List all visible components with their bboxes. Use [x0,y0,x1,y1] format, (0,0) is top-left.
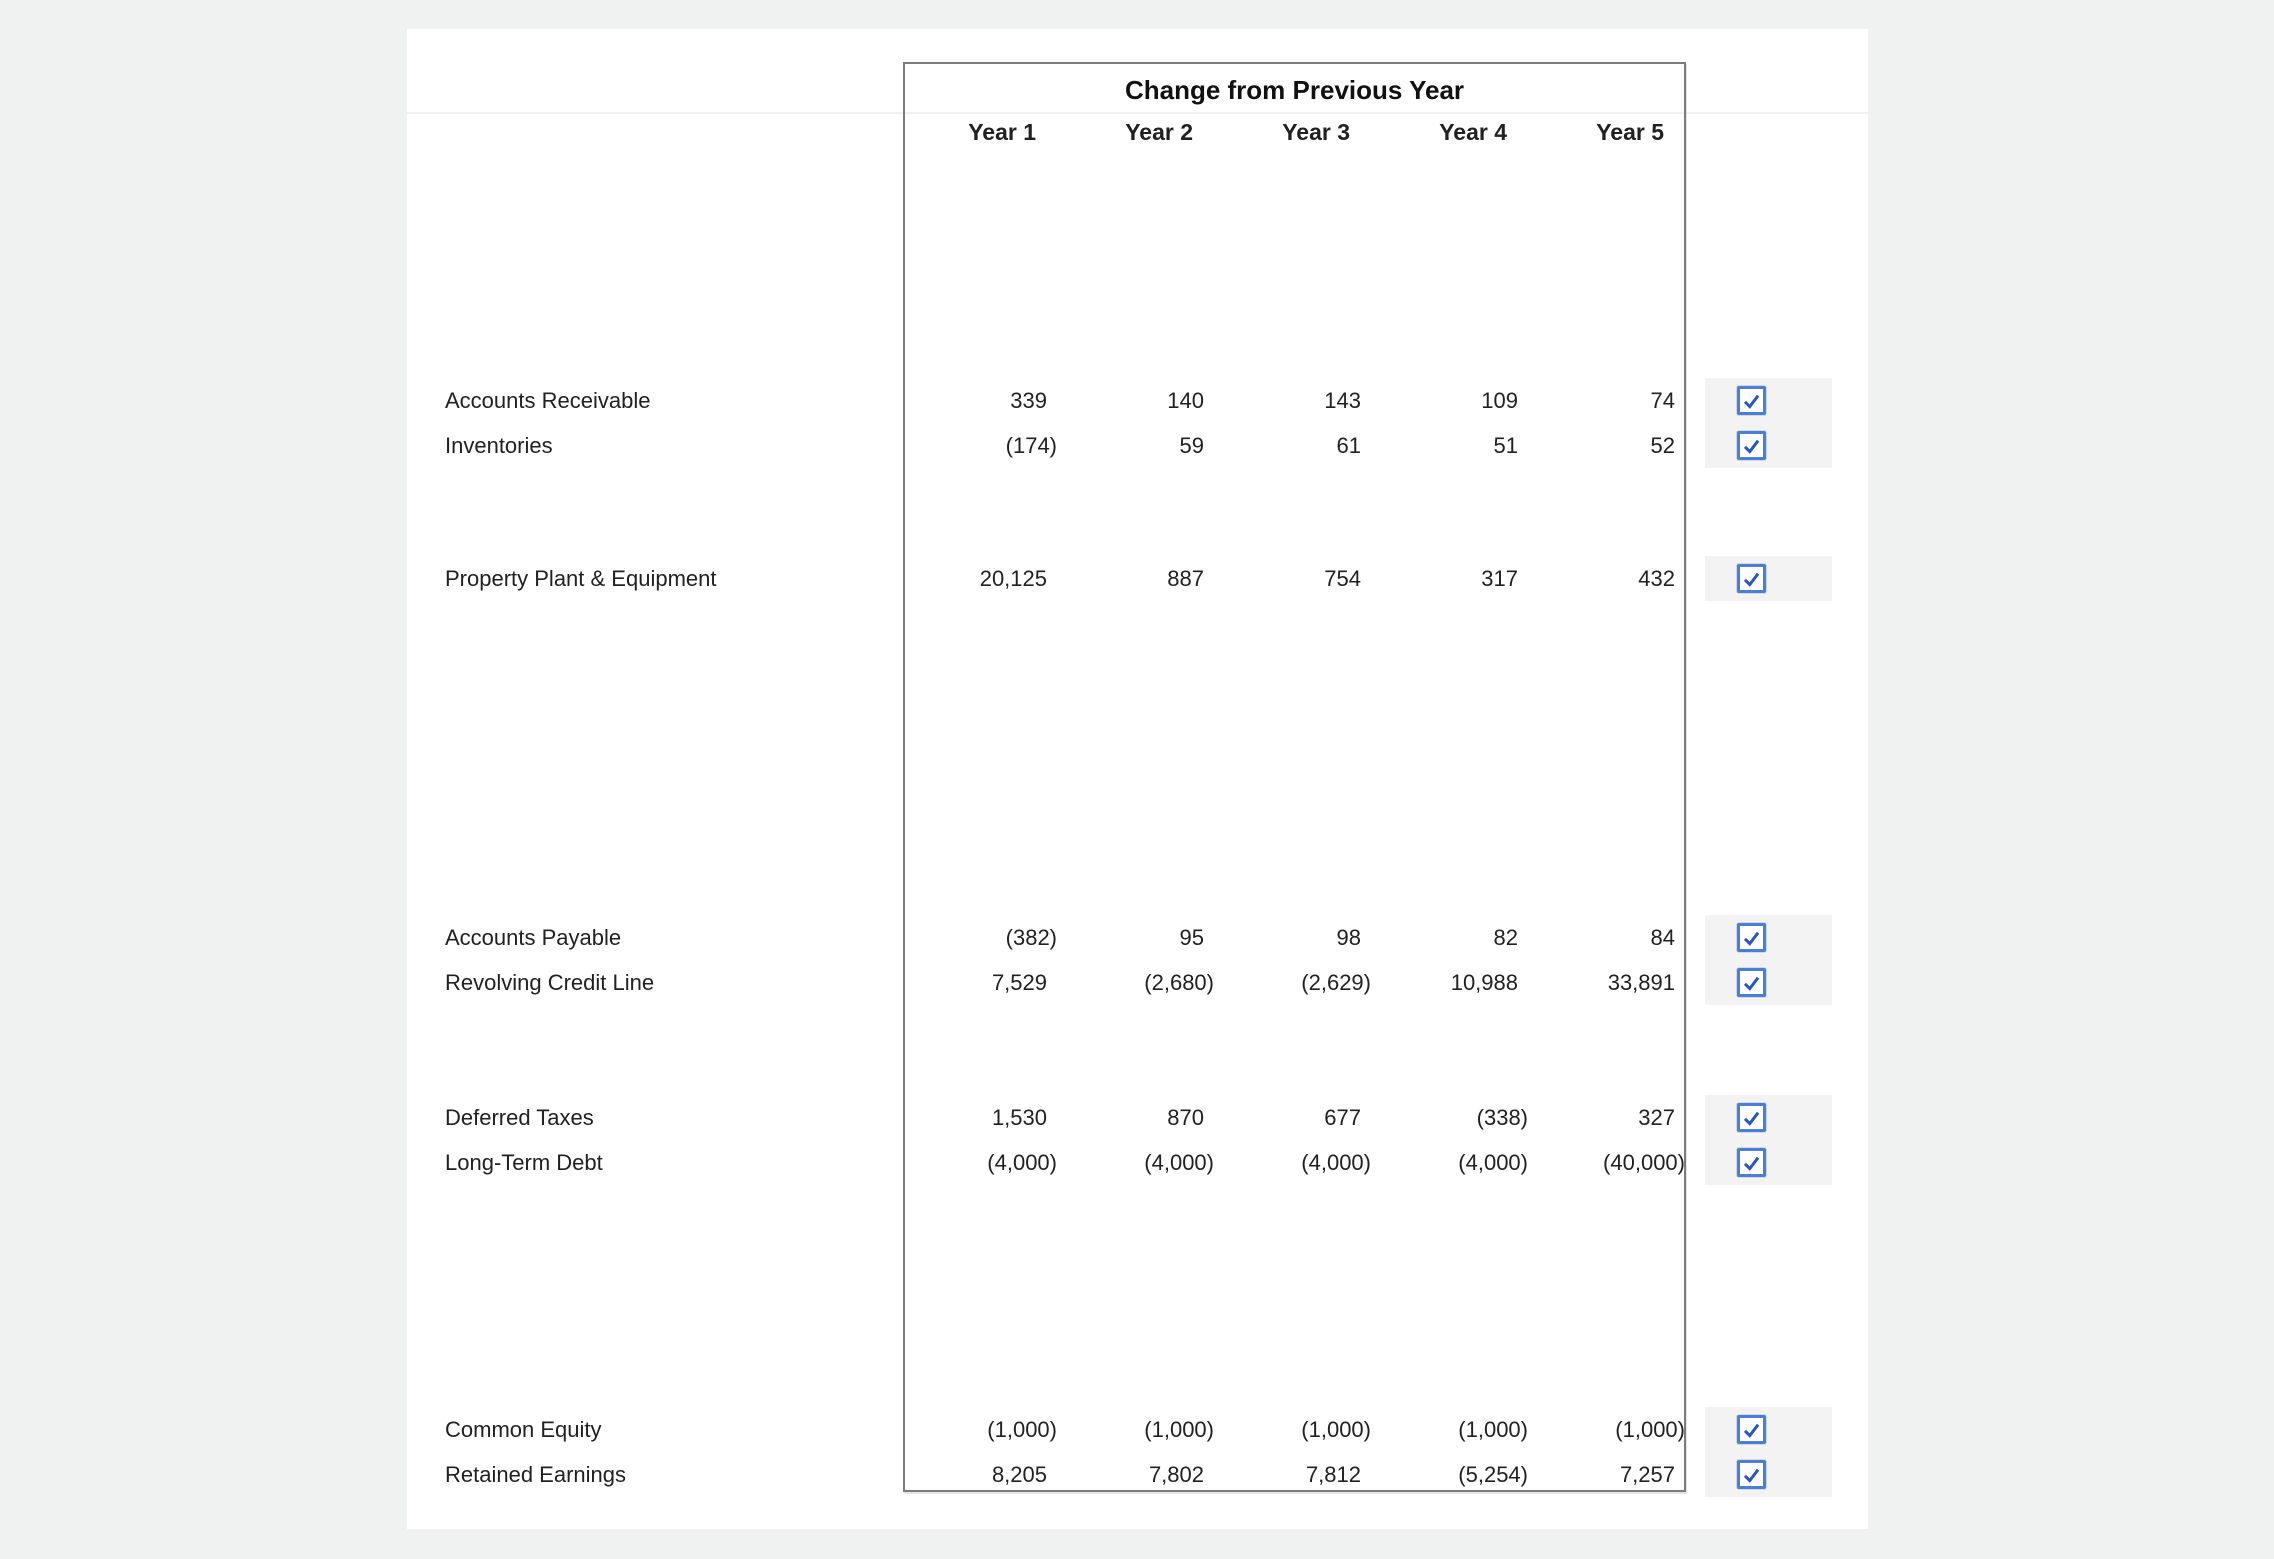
row-label-retained-earnings: Retained Earnings [445,1461,627,1487]
row-label-accounts-payable: Accounts Payable [445,924,622,950]
year-header-2: Year 2 [1125,119,1193,145]
value-cell: 327 [1638,1104,1675,1130]
value-cell: 109 [1481,387,1518,413]
checkbox-cell-highlight [1705,1407,1832,1452]
value-cell: 74 [1650,387,1675,413]
row-label-deferred-taxes: Deferred Taxes [445,1104,594,1130]
worksheet-panel [407,29,1868,1529]
value-cell: 887 [1167,565,1204,591]
checkbox-cell-highlight [1705,1095,1832,1140]
value-cell: (1,000) [1301,1416,1371,1442]
check-icon [1741,972,1762,993]
value-cell: (4,000) [1301,1149,1371,1175]
value-cell: (1,000) [1458,1416,1528,1442]
check-icon [1741,1419,1762,1440]
table-title: Change from Previous Year [1124,75,1465,105]
value-cell: (1,000) [987,1416,1057,1442]
value-cell: (338) [1476,1104,1528,1130]
check-icon [1741,1152,1762,1173]
checkbox-cell-highlight [1705,960,1832,1005]
value-cell: 143 [1324,387,1361,413]
checkbox-cell-highlight [1705,423,1832,468]
check-icon [1741,1107,1762,1128]
row-checkbox-common-equity[interactable] [1737,1415,1766,1444]
check-icon [1741,568,1762,589]
row-checkbox-retained-earnings[interactable] [1737,1460,1766,1489]
row-checkbox-accounts-payable[interactable] [1737,923,1766,952]
row-label-inventories: Inventories [445,432,553,458]
value-cell: 7,812 [1305,1461,1361,1487]
year-header-4: Year 4 [1439,119,1507,145]
value-cell: 7,257 [1619,1461,1675,1487]
value-cell: 33,891 [1607,969,1675,995]
checkbox-cell-highlight [1705,1452,1832,1497]
table-border-box [903,62,1686,1492]
value-cell: 677 [1324,1104,1361,1130]
value-cell: (1,000) [1615,1416,1685,1442]
year-header-5: Year 5 [1596,119,1664,145]
value-cell: (4,000) [1144,1149,1214,1175]
check-icon [1741,390,1762,411]
value-cell: 317 [1481,565,1518,591]
checkbox-cell-highlight [1705,1140,1832,1185]
value-cell: 98 [1336,924,1361,950]
value-cell: (174) [1005,432,1057,458]
value-cell: (1,000) [1144,1416,1214,1442]
value-cell: 140 [1167,387,1204,413]
value-cell: (4,000) [987,1149,1057,1175]
row-label-long-term-debt: Long-Term Debt [445,1149,603,1175]
value-cell: 61 [1336,432,1361,458]
value-cell: 20,125 [979,565,1047,591]
value-cell: (2,680) [1144,969,1214,995]
value-cell: 1,530 [991,1104,1047,1130]
value-cell: (40,000) [1603,1149,1685,1175]
row-label-accounts-receivable: Accounts Receivable [445,387,651,413]
check-icon [1741,435,1762,456]
value-cell: 754 [1324,565,1361,591]
checkbox-cell-highlight [1705,378,1832,423]
value-cell: 95 [1179,924,1204,950]
row-label-revolving-credit-line: Revolving Credit Line [445,969,655,995]
value-cell: (382) [1005,924,1057,950]
value-cell: 870 [1167,1104,1204,1130]
value-cell: (4,000) [1458,1149,1528,1175]
value-cell: 339 [1010,387,1047,413]
row-checkbox-accounts-receivable[interactable] [1737,386,1766,415]
row-label-common-equity: Common Equity [445,1416,602,1442]
value-cell: 432 [1638,565,1675,591]
row-checkbox-long-term-debt[interactable] [1737,1148,1766,1177]
value-cell: (2,629) [1301,969,1371,995]
check-icon [1741,927,1762,948]
value-cell: 8,205 [991,1461,1047,1487]
row-checkbox-property-plant-equipment[interactable] [1737,564,1766,593]
value-cell: 7,529 [991,969,1047,995]
row-label-property-plant-equipment: Property Plant & Equipment [445,565,717,591]
value-cell: (5,254) [1458,1461,1528,1487]
value-cell: 10,988 [1450,969,1518,995]
row-checkbox-deferred-taxes[interactable] [1737,1103,1766,1132]
value-cell: 82 [1493,924,1518,950]
value-cell: 7,802 [1148,1461,1204,1487]
value-cell: 51 [1493,432,1518,458]
value-cell: 84 [1650,924,1675,950]
year-header-1: Year 1 [968,119,1036,145]
check-icon [1741,1464,1762,1485]
checkbox-cell-highlight [1705,915,1832,960]
value-cell: 52 [1650,432,1675,458]
row-checkbox-revolving-credit-line[interactable] [1737,968,1766,997]
year-header-3: Year 3 [1282,119,1350,145]
checkbox-cell-highlight [1705,556,1832,601]
row-checkbox-inventories[interactable] [1737,431,1766,460]
value-cell: 59 [1179,432,1204,458]
